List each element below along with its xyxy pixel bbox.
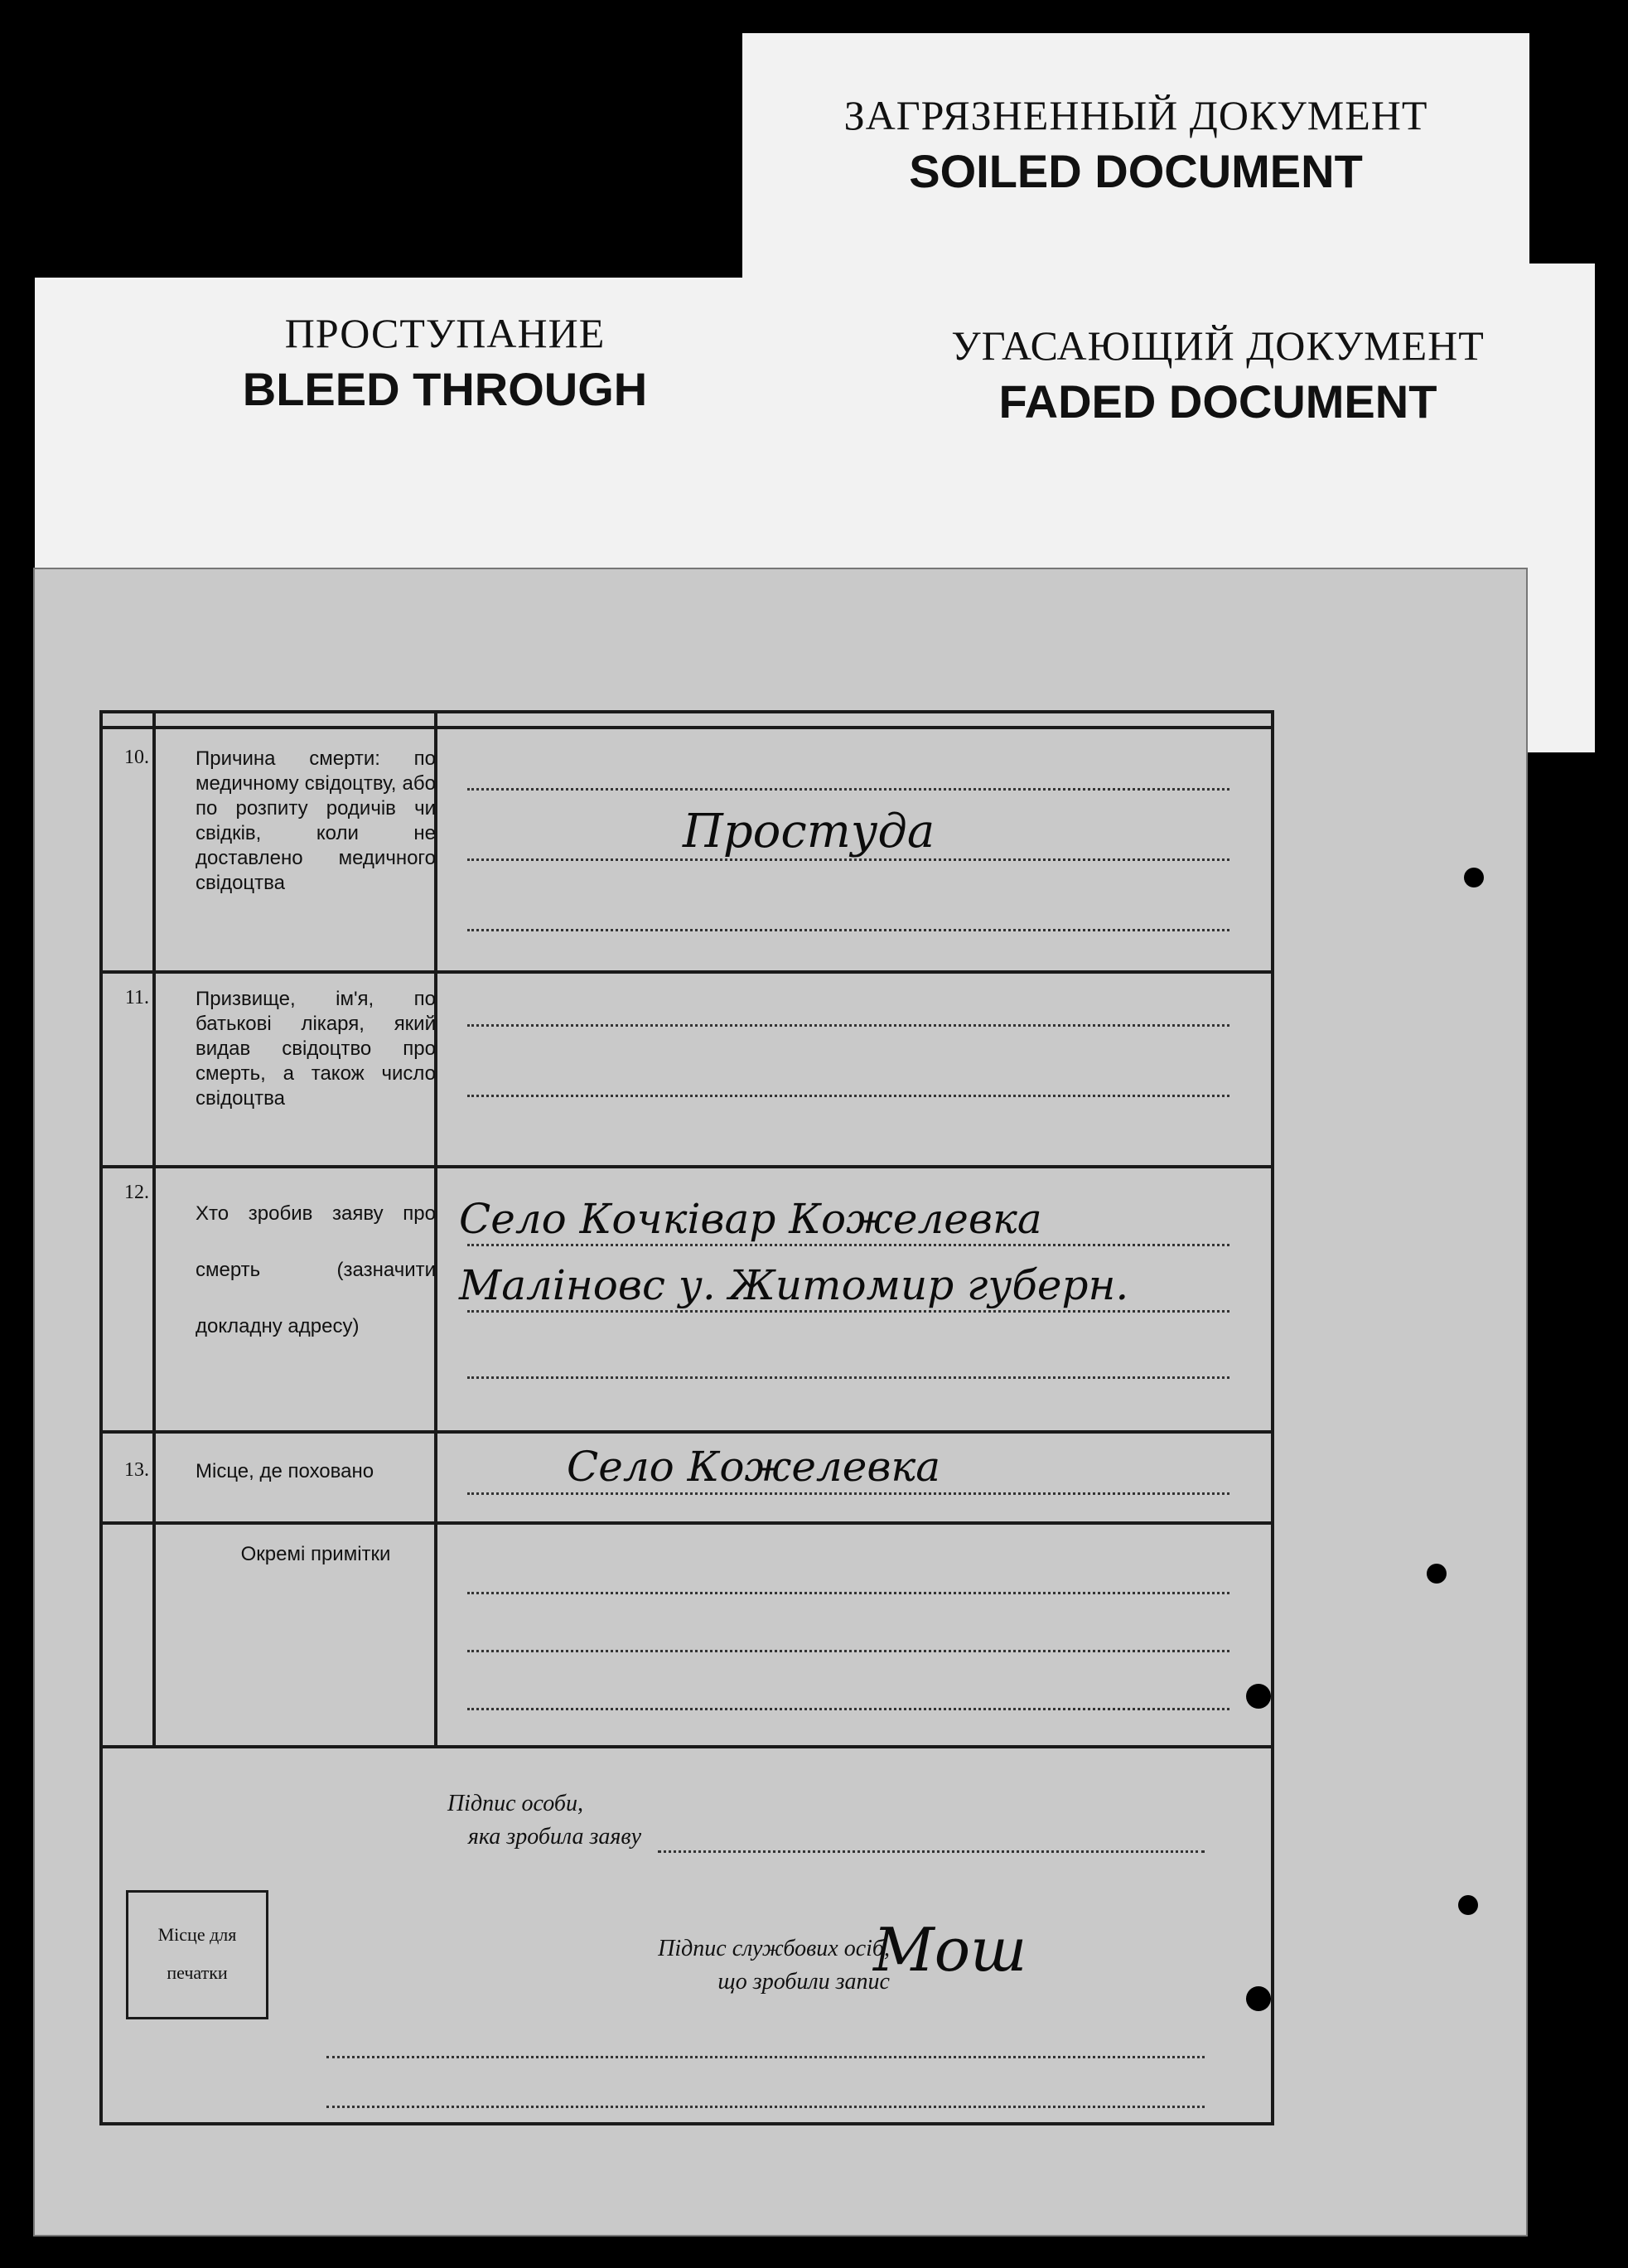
- record-page: [33, 568, 1528, 2237]
- row-divider: [103, 726, 1271, 729]
- burial-place-label: Місце, де поховано: [196, 1460, 374, 1482]
- soiled-label-en: SOILED DOCUMENT: [909, 145, 1363, 197]
- row-number: 10.: [124, 747, 149, 768]
- remarks-label: Окремі примітки: [240, 1543, 391, 1565]
- fill-line: [467, 929, 1229, 931]
- row-divider: [103, 1521, 1271, 1525]
- punch-hole: [1427, 1564, 1447, 1584]
- officials-signature-line: [326, 2056, 1205, 2058]
- row-divider: [103, 1745, 1271, 1748]
- punch-hole: [1458, 1895, 1478, 1915]
- physician-label: Призвище, ім'я, по батькові лікаря, який видав свідоцтво про смерть, а також число свідоцтва: [196, 988, 436, 1110]
- declarant-value: Село Кочківар Кожелевка Маліновс у. Житомир губерн.: [459, 1195, 1129, 1309]
- burial-place-value: Село Кожелевка: [567, 1443, 941, 1491]
- column-divider: [152, 713, 156, 1745]
- cause-of-death-label: Причина смерти: по медичному свідоцтву, або по розпиту родичів чи свідків, коли не доставлено медичного свідоцтва: [196, 747, 436, 894]
- punch-hole: [1464, 868, 1484, 887]
- cause-of-death-value: Простуда: [683, 805, 935, 858]
- fill-line: [467, 1376, 1229, 1379]
- stamp-place-box: [126, 1890, 268, 2019]
- fill-line: [467, 1095, 1229, 1097]
- faded-label-en: FADED DOCUMENT: [998, 375, 1437, 428]
- fill-line: [467, 1024, 1229, 1027]
- officials-signature-label-line1: Підпис службових осіб,: [658, 1936, 890, 1961]
- row-number: 13.: [124, 1459, 149, 1481]
- officials-signature: Мош: [873, 1915, 1027, 1985]
- bleed-label-en: BLEED THROUGH: [242, 363, 648, 415]
- fill-line: [467, 1708, 1229, 1710]
- fill-line: [467, 1492, 1229, 1495]
- death-record-form: [99, 710, 1274, 2125]
- officials-signature-label-line2: що зробили запис: [717, 1969, 890, 1995]
- soiled-label-ru: ЗАГРЯЗНЕННЫЙ ДОКУМЕНТ: [843, 92, 1428, 138]
- faded-label-ru: УГАСАЮЩИЙ ДОКУМЕНТ: [951, 322, 1485, 369]
- fill-line: [467, 1650, 1229, 1652]
- soiled-document-label: [742, 33, 1529, 282]
- row-divider: [103, 970, 1271, 974]
- fill-line: [467, 858, 1229, 861]
- stamp-place-line1: Місце для: [157, 1924, 237, 1945]
- declarant-signature-label-line1: Підпис особи,: [447, 1791, 583, 1816]
- fill-line: [467, 1592, 1229, 1594]
- officials-signature-line: [326, 2106, 1205, 2108]
- bleed-label-ru: ПРОСТУПАНИЕ: [284, 310, 606, 356]
- row-number: 11.: [124, 987, 149, 1008]
- row-number: 12.: [124, 1182, 149, 1203]
- stamp-place-line2: печатки: [167, 1962, 228, 1983]
- declarant-signature-label-line2: яка зробила заяву: [467, 1824, 641, 1850]
- declarant-label: Хто зробив заяву про смерть (зазначити докладну адресу): [196, 1202, 436, 1337]
- bleed-through-label: [35, 278, 855, 584]
- row-divider: [103, 1165, 1271, 1168]
- row-divider: [103, 1430, 1271, 1434]
- declarant-signature-line: [658, 1850, 1205, 1853]
- fill-line: [467, 788, 1229, 791]
